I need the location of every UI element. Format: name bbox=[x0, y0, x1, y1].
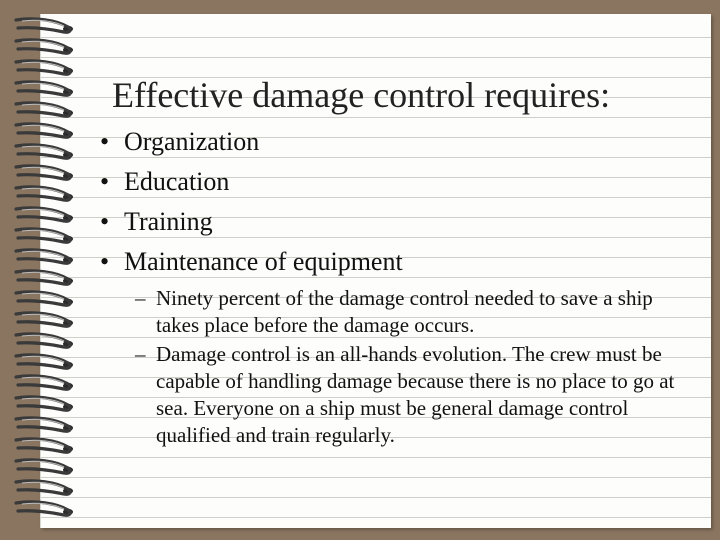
bullet-dot: • bbox=[100, 167, 110, 196]
spiral-binding bbox=[0, 14, 90, 528]
bullet-item bbox=[100, 162, 403, 202]
bullet-dot: • bbox=[100, 207, 110, 236]
spiral-ring bbox=[16, 187, 73, 200]
spiral-ring bbox=[16, 439, 73, 452]
bullet-dot: • bbox=[100, 127, 110, 156]
spiral-ring bbox=[16, 61, 73, 74]
spiral-ring bbox=[16, 229, 73, 242]
spiral-ring bbox=[16, 250, 73, 263]
bullet-item bbox=[100, 202, 403, 242]
spiral-ring bbox=[16, 418, 73, 431]
sub-bullet-item bbox=[135, 341, 700, 449]
spiral-ring bbox=[16, 103, 73, 116]
spiral-ring bbox=[16, 334, 73, 347]
spiral-ring bbox=[16, 208, 73, 221]
bullet-item bbox=[100, 242, 403, 282]
dash-marker: – bbox=[135, 342, 146, 366]
bullet-text: Training bbox=[124, 207, 213, 236]
spiral-ring bbox=[16, 166, 73, 179]
spiral-ring bbox=[16, 460, 73, 473]
spiral-ring bbox=[16, 376, 73, 389]
slide-title: Effective damage control requires: bbox=[112, 75, 611, 115]
spiral-ring bbox=[16, 145, 73, 158]
sub-bullet-text: Ninety percent of the damage control needed to save a ship takes place before the damage occurs. bbox=[156, 286, 653, 337]
spiral-ring bbox=[16, 481, 73, 494]
sub-bullet-list bbox=[135, 285, 700, 451]
spiral-ring bbox=[16, 397, 73, 410]
bullet-text: Organization bbox=[124, 127, 260, 156]
sub-bullet-text: Damage control is an all-hands evolution. The crew must be capable of handling damage because there is no place to go at sea. Everyone on a ship must be general damage control qualified and train regularly. bbox=[156, 342, 675, 447]
bullet-text: Education bbox=[124, 167, 230, 196]
spiral-ring bbox=[16, 292, 73, 305]
spiral-ring bbox=[16, 40, 73, 53]
bullet-item bbox=[100, 122, 403, 162]
spiral-ring bbox=[16, 313, 73, 326]
spiral-ring bbox=[16, 355, 73, 368]
dash-marker: – bbox=[135, 286, 146, 310]
spiral-ring bbox=[16, 124, 73, 137]
spiral-ring bbox=[16, 502, 73, 515]
spiral-ring bbox=[16, 19, 73, 32]
bullet-list bbox=[100, 122, 403, 282]
spiral-ring bbox=[16, 82, 73, 95]
sub-bullet-item bbox=[135, 285, 700, 339]
bullet-dot: • bbox=[100, 247, 110, 276]
bullet-text: Maintenance of equipment bbox=[124, 247, 403, 276]
spiral-ring bbox=[16, 271, 73, 284]
